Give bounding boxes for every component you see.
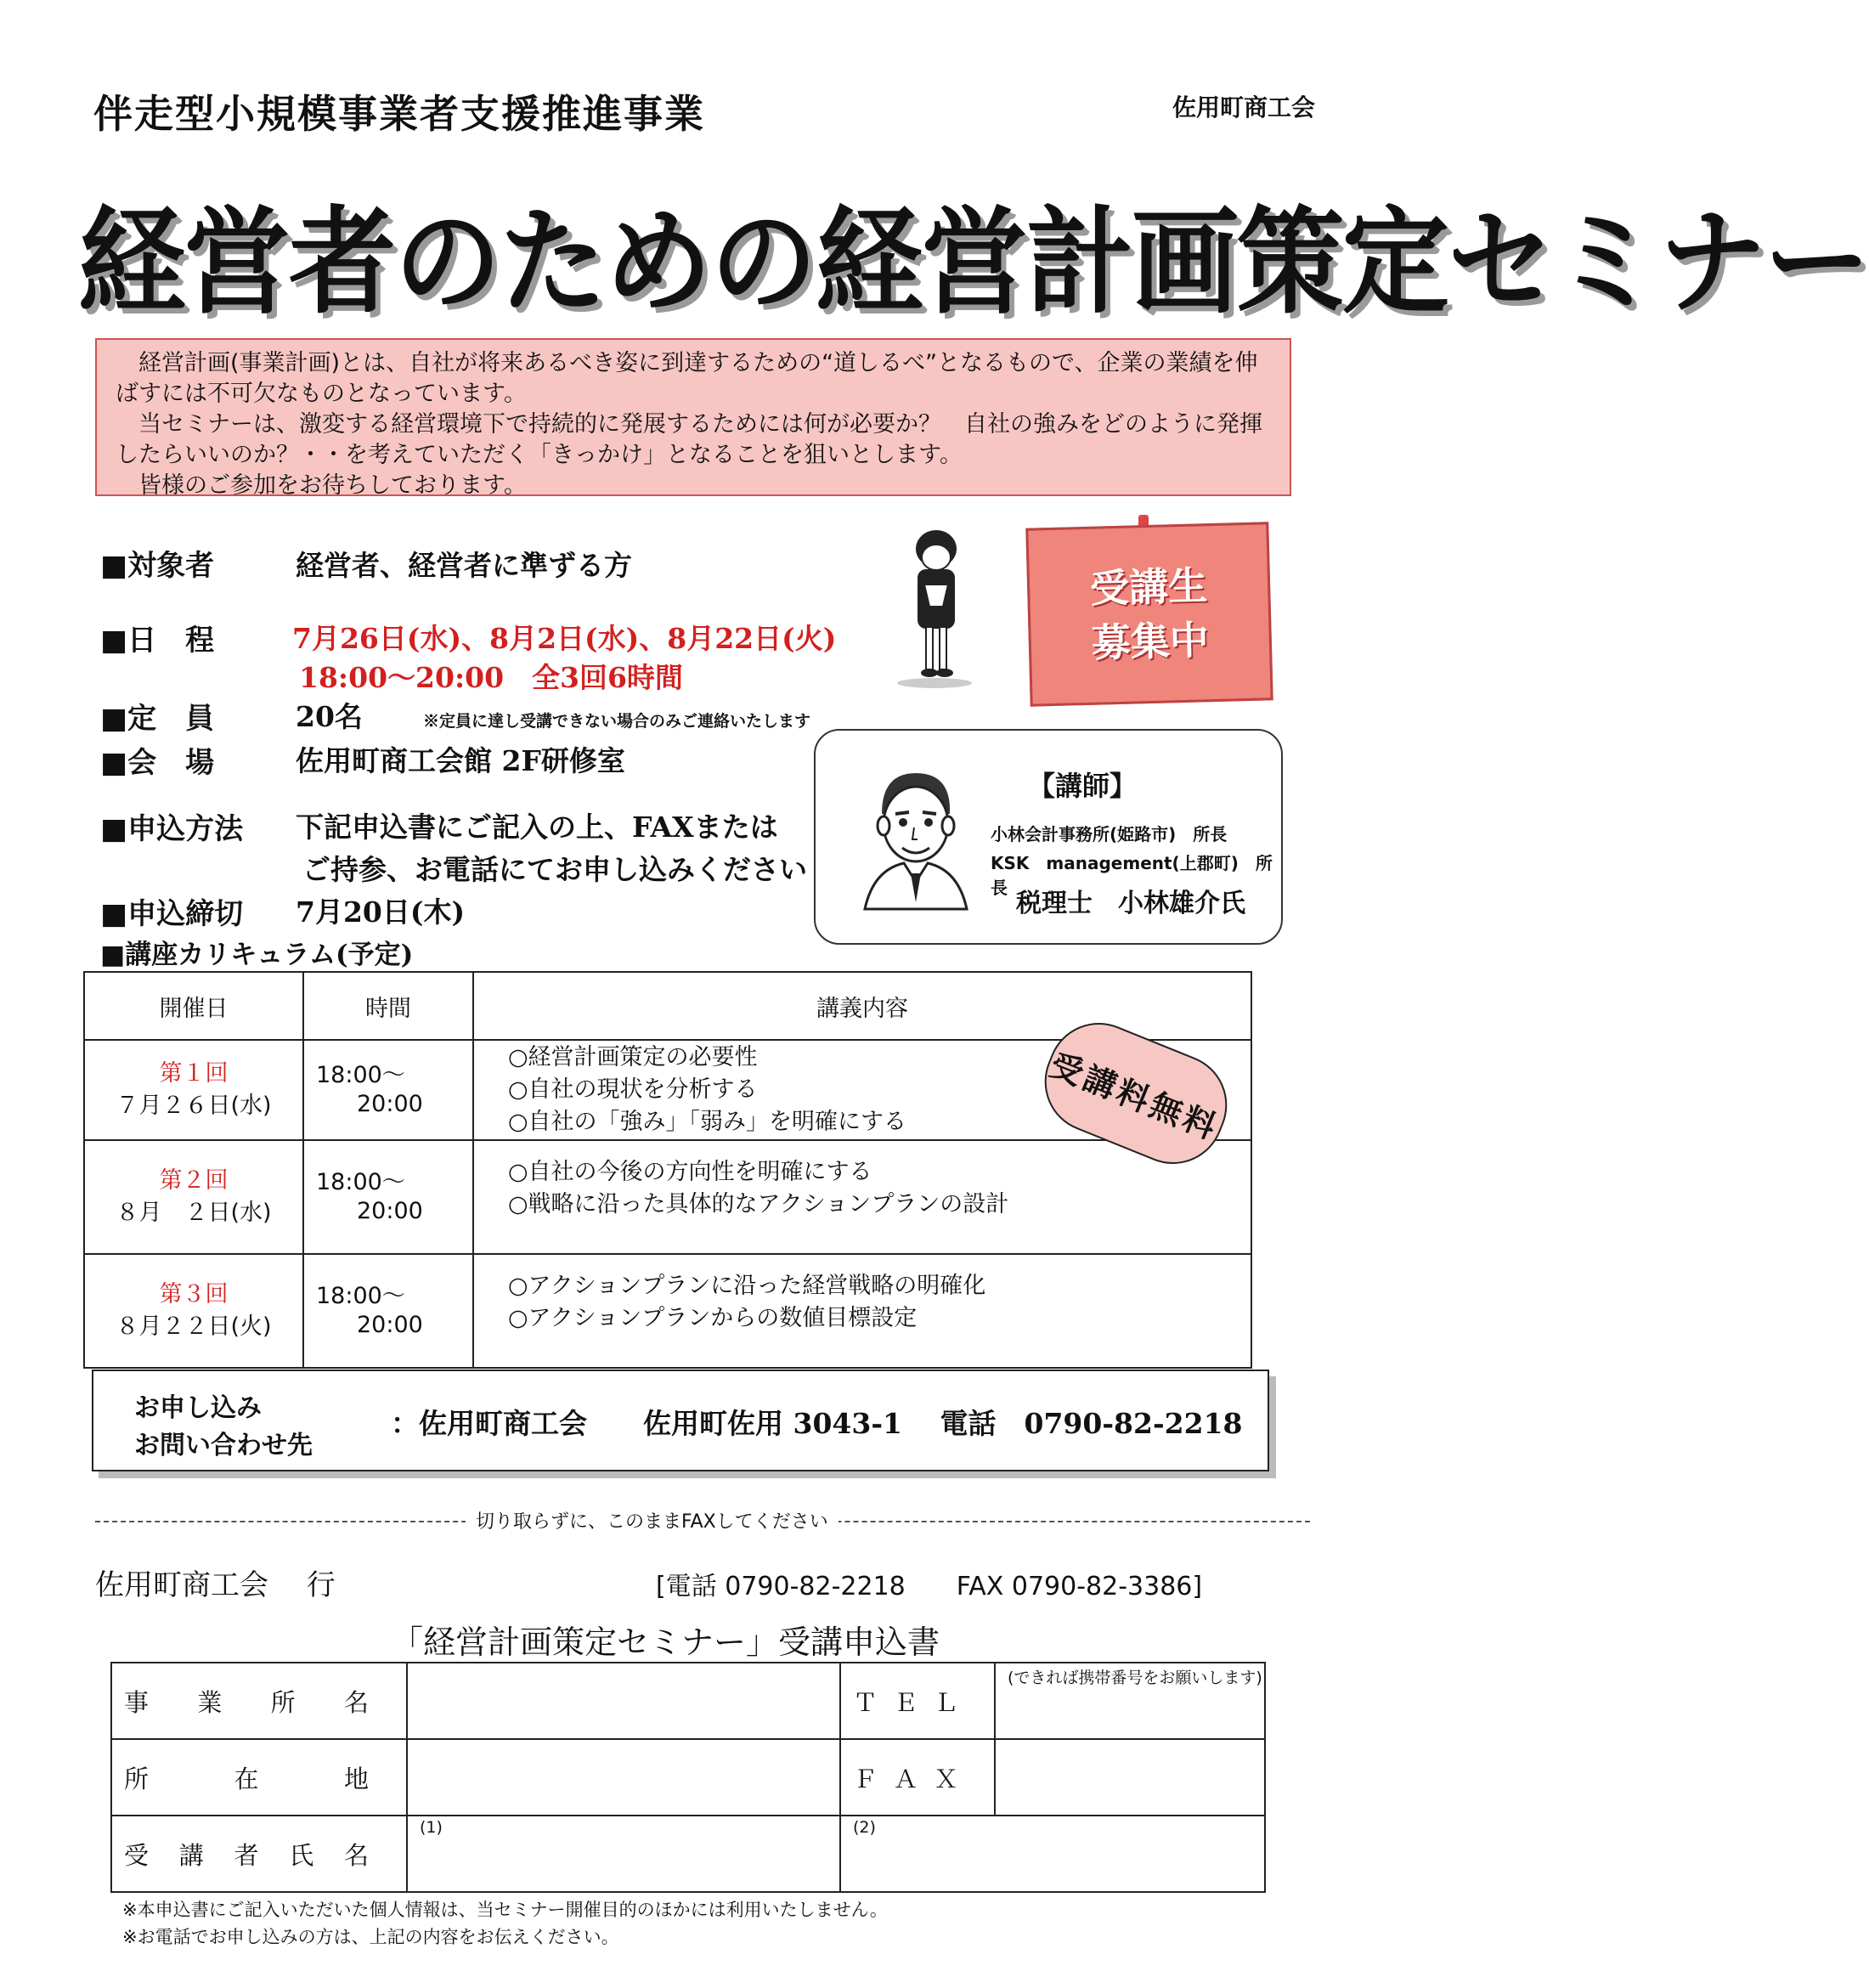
intro-paragraph-3: 皆様のご参加をお待ちしております。 (138, 472, 527, 499)
session-number: 第２回 (159, 1167, 229, 1194)
content-item: ○アクションプランに沿った経営戦略の明確化 (508, 1273, 986, 1299)
free-tuition-badge: 受講料無料 (1030, 1008, 1243, 1179)
target-label: ■対象者 (100, 549, 215, 583)
curriculum-label: ■講座カリキュラム(予定) (100, 940, 414, 970)
attendee-name-label: 受 講 者 氏 名 (111, 1816, 407, 1892)
schedule-dates: 7月26日(水)、8月2日(水)、8月22日(火) (292, 622, 837, 655)
fax-label: Ｆ Ａ Ｘ (840, 1739, 995, 1816)
tel-field[interactable] (995, 1663, 1265, 1739)
session-date-cell (84, 1254, 303, 1368)
organizer-name: 佐用町商工会 (1172, 93, 1316, 121)
lecturer-affiliation-2: KSK management(上郡町) 所長 (991, 853, 1273, 898)
privacy-note: ※本申込書にご記入いただいた個人情報は、当セミナー開催目的のほかには利用いたしません。 (122, 1900, 888, 1920)
form-contacts: [電話 0790-82-2218 FAX 0790-82-3386] (656, 1572, 1203, 1601)
address-label: 所 在 地 (111, 1739, 407, 1816)
apply-method-line-2: ご持参、お電話にてお申し込みください (302, 853, 807, 886)
session-date-cell (84, 1040, 303, 1140)
target-value: 経営者、経営者に準ずる方 (296, 549, 632, 582)
session-content-cell (473, 1140, 1251, 1254)
deadline-label: ■申込締切 (100, 897, 244, 931)
form-recipient: 佐用町商工会 行 (95, 1568, 336, 1602)
content-item: ○アクションプランからの数値目標設定 (508, 1305, 918, 1331)
capacity-value: 20名 (296, 700, 363, 733)
time-start: 18:00～ (316, 1062, 405, 1088)
intro-paragraph-2: 当セミナーは、激変する経営環境下で持続的に発展するためには何が必要か？ 自社の強みをどのように発揮したらいいのか？・・を考えていただく「きっかけ」となることを狙いとします。 (116, 411, 1262, 468)
form-row (111, 1663, 1265, 1739)
tel-label: Ｔ Ｅ Ｌ (840, 1663, 995, 1739)
content-item: ○自社の現状を分析する (508, 1076, 758, 1103)
business-name-field[interactable] (407, 1663, 840, 1739)
time-end: 20:00 (357, 1198, 423, 1224)
bowing-person-illustration (884, 525, 985, 692)
session-date: ７月２６日(水) (116, 1093, 272, 1119)
lecturer-name: 税理士 小林雄介氏 (1016, 889, 1245, 918)
intro-box (95, 338, 1291, 499)
recruiting-badge-line-1: 受講生 (1089, 562, 1208, 612)
session-date: ８月 ２日(水) (116, 1200, 272, 1226)
apply-method-label: ■申込方法 (100, 812, 244, 846)
content-item: ○経営計画策定の必要性 (508, 1044, 758, 1070)
session-time-cell (303, 1040, 473, 1140)
phone-application-note: ※お電話でお申し込みの方は、上記の内容をお伝えください。 (122, 1927, 619, 1947)
curriculum-row (84, 1254, 1251, 1368)
session-number: 第３回 (159, 1281, 229, 1307)
contact-label-2: お問い合わせ先 (134, 1431, 313, 1460)
recruiting-badge-line-2: 募集中 (1091, 617, 1210, 666)
fax-field[interactable] (995, 1739, 1265, 1816)
session-number: 第１回 (159, 1060, 229, 1087)
session-date: ８月２２日(火) (116, 1313, 272, 1340)
contact-box (92, 1370, 1269, 1471)
form-row (111, 1739, 1265, 1816)
time-start: 18:00～ (316, 1169, 405, 1195)
content-item: ○戦略に沿った具体的なアクションプランの設計 (508, 1191, 1009, 1217)
program-subtitle: 伴走型小規模事業者支援推進事業 (93, 91, 705, 137)
contact-details: ：佐用町商工会 佐用町佐用 3043-1 電話 0790-82-2218 (391, 1407, 1243, 1440)
time-end: 20:00 (357, 1312, 423, 1338)
session-time-cell (303, 1140, 473, 1254)
form-row (111, 1816, 1265, 1892)
attendee-entry-number-1: (1) (420, 1818, 443, 1837)
time-start: 18:00～ (316, 1283, 405, 1309)
application-form-table (110, 1662, 1266, 1893)
content-item: ○自社の「強み」「弱み」を明確にする (508, 1109, 907, 1135)
header-content: 講義内容 (473, 972, 1251, 1040)
attendee-entry-number-2: (2) (853, 1818, 876, 1837)
time-end: 20:00 (357, 1091, 423, 1117)
address-field[interactable] (407, 1739, 840, 1816)
schedule-label: ■日 程 (100, 624, 215, 658)
schedule-time: 18:00～20:00 全3回6時間 (299, 661, 683, 694)
contact-label-1: お申し込み (134, 1393, 262, 1423)
content-item: ○自社の今後の方向性を明確にする (508, 1159, 872, 1185)
lecturer-heading: 【講師】 (1028, 770, 1138, 802)
venue-value: 佐用町商工会館 2F研修室 (296, 744, 625, 777)
session-content-cell (473, 1254, 1251, 1368)
venue-label: ■会 場 (100, 746, 215, 780)
lecturer-box (814, 729, 1283, 945)
form-title: 「経営計画策定セミナー」受講申込書 (391, 1624, 940, 1661)
seminar-title: 経営者のための経営計画策定セミナー (78, 195, 1869, 330)
lecturer-portrait-illustration (856, 765, 975, 909)
capacity-note: ※定員に達し受講できない場合のみご連絡いたします (423, 712, 811, 731)
lecturer-affiliation-1: 小林会計事務所(姫路市) 所長 (991, 824, 1228, 844)
header-time: 時間 (303, 972, 473, 1040)
recruiting-badge (1025, 522, 1273, 706)
attendee-name-field-1[interactable] (407, 1816, 840, 1892)
intro-paragraph-1: 経営計画(事業計画)とは、自社が将来あるべき姿に到達するための“道しるべ”となるもので、企業の業績を伸ばすには不可欠なものとなっています。 (116, 350, 1258, 407)
deadline-value: 7月20日(木) (296, 895, 466, 929)
curriculum-row (84, 1140, 1251, 1254)
cut-line-text: 切り取らずに、このままFAXしてください (466, 1507, 839, 1533)
apply-method-line-1: 下記申込書にご記入の上、FAXまたは (296, 810, 778, 844)
attendee-name-field-2[interactable] (840, 1816, 1265, 1892)
header-date: 開催日 (84, 972, 303, 1040)
session-time-cell (303, 1254, 473, 1368)
capacity-label: ■定 員 (100, 702, 215, 736)
session-date-cell (84, 1140, 303, 1254)
tel-note: (できれば携帯番号をお願いします) (1008, 1669, 1262, 1687)
business-name-label: 事 業 所 名 (111, 1663, 407, 1739)
